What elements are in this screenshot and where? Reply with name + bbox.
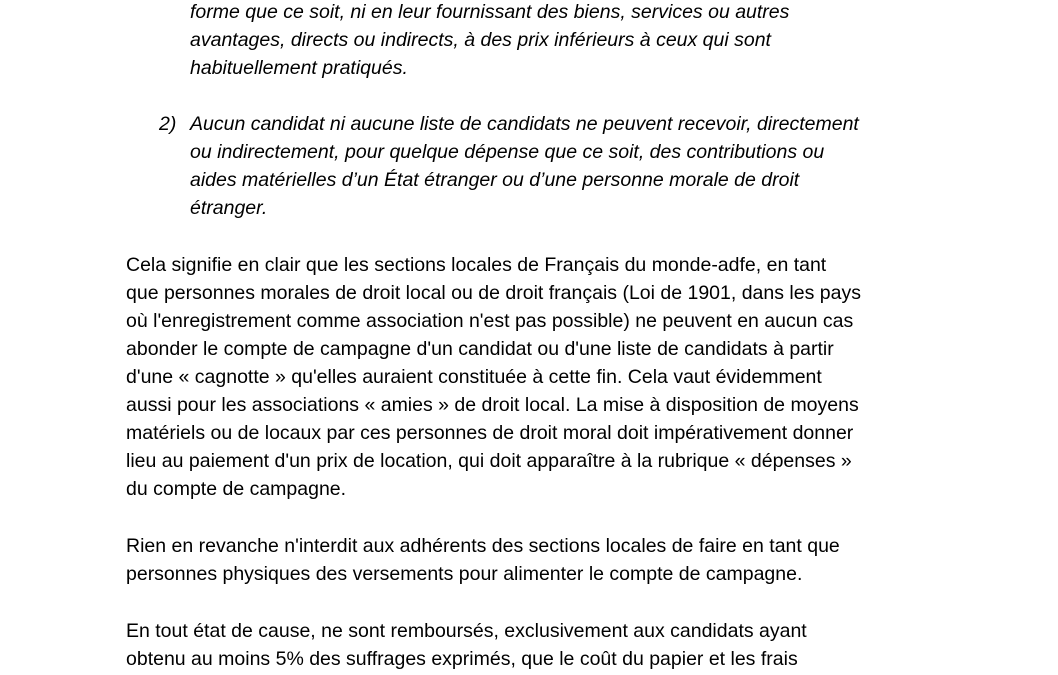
paragraph-line: personnes physiques des versements pour alimenter le compte de campagne. — [126, 563, 803, 585]
list-continuation-line: habituellement pratiqués. — [190, 57, 408, 79]
paragraph-line: lieu au paiement d'un prix de location, qui doit apparaître à la rubrique « dépenses » — [126, 450, 852, 472]
paragraph-line: où l'enregistrement comme association n'est pas possible) ne peuvent en aucun cas — [126, 310, 854, 332]
list-continuation-line: avantages, directs ou indirects, à des prix inférieurs à ceux qui sont — [190, 29, 771, 51]
list-item-line: étranger. — [190, 197, 268, 219]
list-item-line: ou indirectement, pour quelque dépense que ce soit, des contributions ou — [190, 141, 825, 163]
paragraph-line: abonder le compte de campagne d'un candidat ou d'une liste de candidats à partir — [126, 338, 834, 360]
list-item-number: 2) — [159, 113, 177, 135]
paragraph-line: En tout état de cause, ne sont remboursés, exclusivement aux candidats ayant — [126, 620, 807, 642]
paragraph-line: aussi pour les associations « amies » de droit local. La mise à disposition de moyens — [126, 394, 859, 416]
paragraph-line: obtenu au moins 5% des suffrages exprimés, que le coût du papier et les frais — [126, 648, 798, 670]
paragraph-line: que personnes morales de droit local ou de droit français (Loi de 1901, dans les pays — [126, 282, 861, 304]
list-item-line: Aucun candidat ni aucune liste de candidats ne peuvent recevoir, directement — [190, 113, 859, 135]
list-continuation-line: forme que ce soit, ni en leur fournissant des biens, services ou autres — [190, 1, 790, 23]
paragraph-line: Rien en revanche n'interdit aux adhérents des sections locales de faire en tant que — [126, 535, 840, 557]
paragraph-line: matériels ou de locaux par ces personnes de droit moral doit impérativement donner — [126, 422, 854, 444]
paragraph-line: d'une « cagnotte » qu'elles auraient constituée à cette fin. Cela vaut évidemment — [126, 366, 822, 388]
list-item-line: aides matérielles d’un État étranger ou d’une personne morale de droit — [190, 169, 800, 191]
paragraph-line: Cela signifie en clair que les sections locales de Français du monde-adfe, en tant — [126, 254, 827, 276]
paragraph-line: du compte de campagne. — [126, 478, 347, 500]
